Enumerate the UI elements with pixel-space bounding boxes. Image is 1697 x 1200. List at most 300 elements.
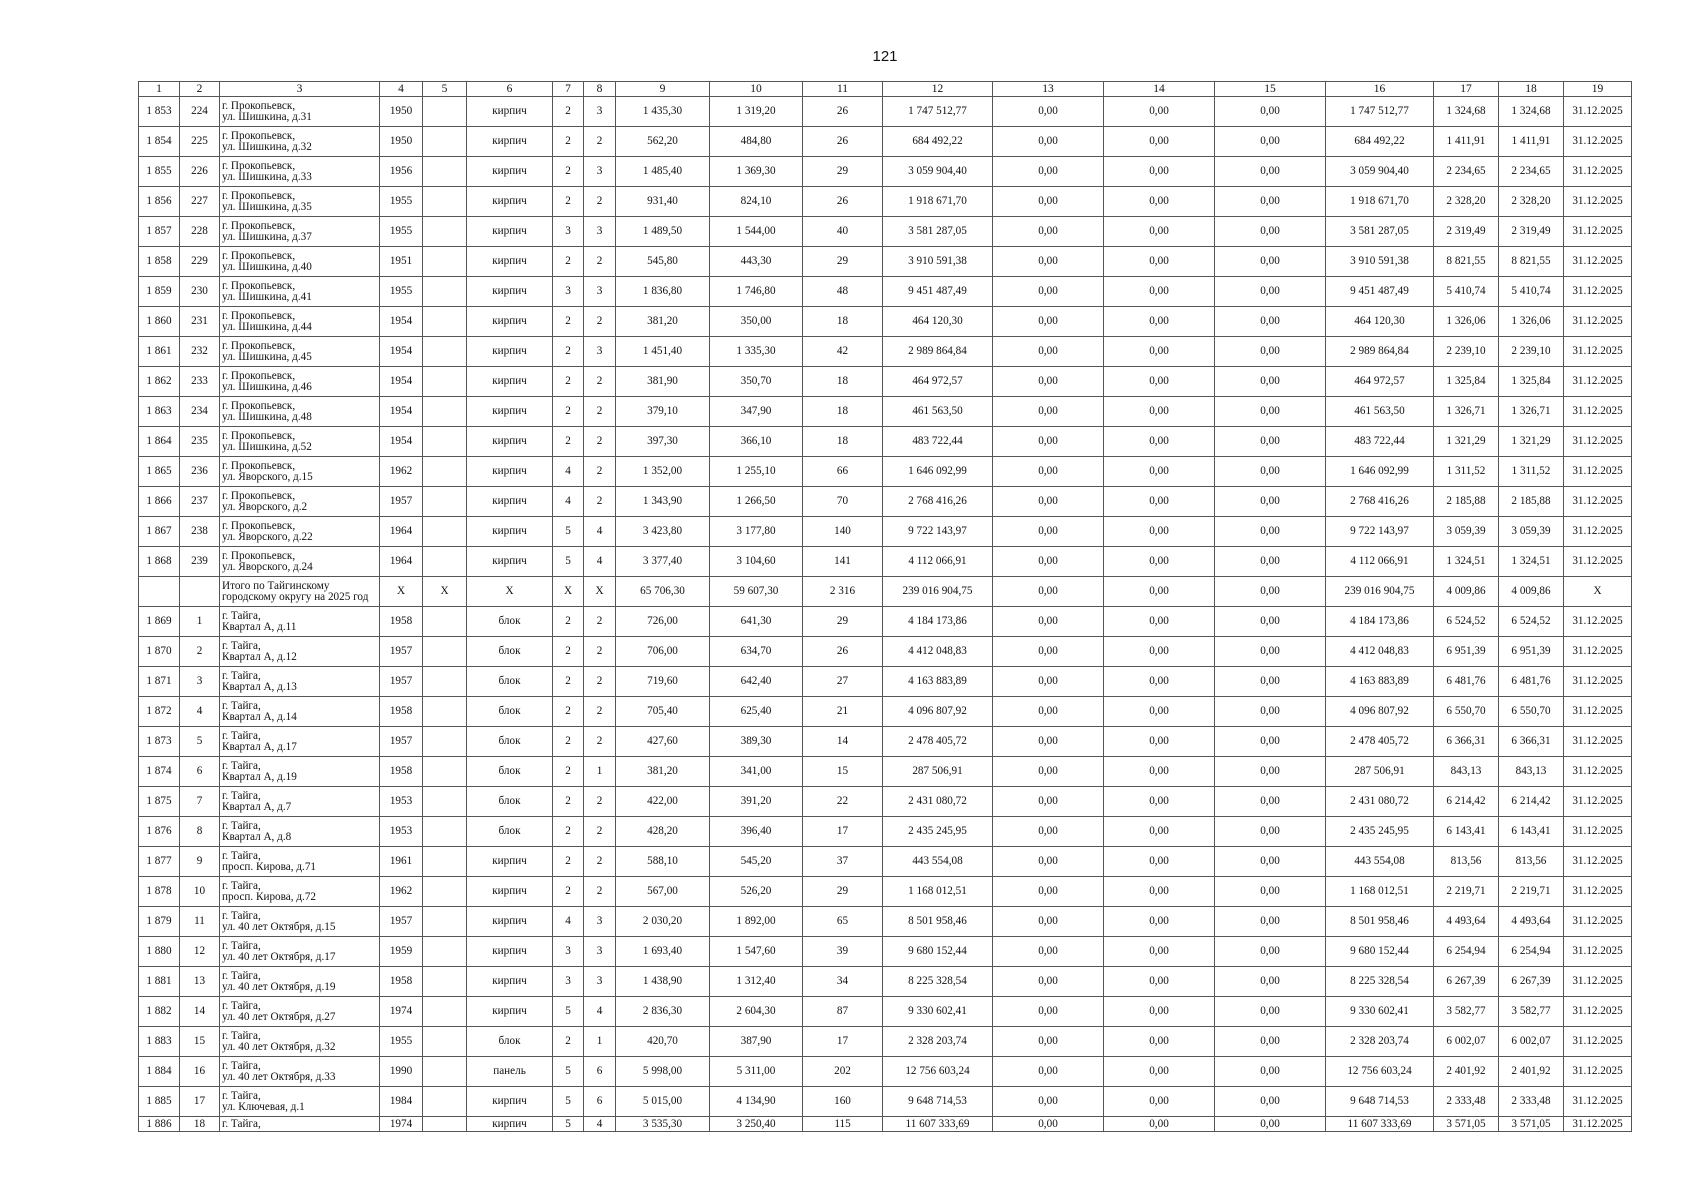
table-cell: 588,10 bbox=[616, 847, 710, 877]
table-cell: 1 324,51 bbox=[1499, 547, 1564, 577]
address-line: ул. Шишкина, д.35 bbox=[222, 200, 312, 213]
table-cell: 3 581 287,05 bbox=[883, 217, 993, 247]
address-cell bbox=[220, 277, 380, 307]
table-cell: 1 321,29 bbox=[1499, 427, 1564, 457]
table-cell: 4 134,90 bbox=[710, 1087, 803, 1117]
table-cell: 2 768 416,26 bbox=[883, 487, 993, 517]
table-cell: 239 bbox=[180, 547, 220, 577]
table-cell: 719,60 bbox=[616, 667, 710, 697]
table-cell: 31.12.2025 bbox=[1564, 1027, 1632, 1057]
table-cell: 0,00 bbox=[1215, 607, 1326, 637]
table-cell: 3 bbox=[584, 337, 616, 367]
table-cell: 4 bbox=[584, 997, 616, 1027]
table-row bbox=[139, 1117, 1632, 1132]
table-cell: 31.12.2025 bbox=[1564, 1057, 1632, 1087]
address-cell bbox=[220, 397, 380, 427]
table-cell: 1 878 bbox=[139, 877, 180, 907]
table-cell: 3 250,40 bbox=[710, 1117, 803, 1132]
table-cell: 1 746,80 bbox=[710, 277, 803, 307]
table-cell: 1 646 092,99 bbox=[883, 457, 993, 487]
table-cell: 1 875 bbox=[139, 787, 180, 817]
table-cell: 4 184 173,86 bbox=[1326, 607, 1434, 637]
table-cell: 0,00 bbox=[1215, 187, 1326, 217]
address-line: г. Тайга, bbox=[222, 1059, 261, 1072]
address-line: г. Тайга, bbox=[222, 909, 261, 922]
table-cell: 1 858 bbox=[139, 247, 180, 277]
table-cell: 2 bbox=[553, 397, 584, 427]
table-cell: 389,30 bbox=[710, 727, 803, 757]
table-cell: 31.12.2025 bbox=[1564, 457, 1632, 487]
table-cell: 9 451 487,49 bbox=[883, 277, 993, 307]
table-cell: 0,00 bbox=[1215, 577, 1326, 607]
table-cell: 1 312,40 bbox=[710, 967, 803, 997]
table-cell: 0,00 bbox=[993, 787, 1104, 817]
address-line: г. Тайга, bbox=[222, 729, 261, 742]
table-cell: 545,20 bbox=[710, 847, 803, 877]
table-cell: 1 bbox=[584, 1027, 616, 1057]
table-cell: 231 bbox=[180, 307, 220, 337]
column-number-header: 4 bbox=[380, 82, 423, 97]
table-cell: 0,00 bbox=[1215, 367, 1326, 397]
table-cell: 2 bbox=[553, 877, 584, 907]
table-cell: кирпич bbox=[467, 97, 553, 127]
table-cell: 5 bbox=[553, 997, 584, 1027]
table-cell: 2 bbox=[584, 727, 616, 757]
table-cell: 1 321,29 bbox=[1434, 427, 1499, 457]
table-cell: 341,00 bbox=[710, 757, 803, 787]
address-line: ул. 40 лет Октября, д.17 bbox=[222, 950, 336, 963]
table-cell: 0,00 bbox=[1104, 157, 1215, 187]
table-cell: 15 bbox=[180, 1027, 220, 1057]
table-cell: 2 bbox=[584, 247, 616, 277]
table-cell: кирпич bbox=[467, 187, 553, 217]
table-cell: 0,00 bbox=[1215, 667, 1326, 697]
column-number-header: 19 bbox=[1564, 82, 1632, 97]
table-cell: 1 335,30 bbox=[710, 337, 803, 367]
table-cell: 0,00 bbox=[1215, 247, 1326, 277]
table-cell bbox=[423, 97, 467, 127]
table-cell: 31.12.2025 bbox=[1564, 667, 1632, 697]
table-cell: 813,56 bbox=[1499, 847, 1564, 877]
table-cell: 2 bbox=[553, 757, 584, 787]
table-cell: 31.12.2025 bbox=[1564, 997, 1632, 1027]
table-cell: 6 143,41 bbox=[1434, 817, 1499, 847]
table-cell: 6 550,70 bbox=[1499, 697, 1564, 727]
table-cell: 464 972,57 bbox=[1326, 367, 1434, 397]
table-cell bbox=[423, 667, 467, 697]
address-line: г. Тайга, bbox=[222, 879, 261, 892]
table-cell: 6 bbox=[584, 1057, 616, 1087]
address-line: г. Прокопьевск, bbox=[222, 189, 296, 202]
table-cell: 1 324,51 bbox=[1434, 547, 1499, 577]
table-cell: 1957 bbox=[380, 727, 423, 757]
table-cell: 545,80 bbox=[616, 247, 710, 277]
address-cell bbox=[220, 637, 380, 667]
table-cell: 2 bbox=[584, 127, 616, 157]
table-cell: 2 328,20 bbox=[1434, 187, 1499, 217]
table-cell: 1984 bbox=[380, 1087, 423, 1117]
address-line: г. Прокопьевск, bbox=[222, 519, 296, 532]
table-cell: 1 892,00 bbox=[710, 907, 803, 937]
table-cell: 4 412 048,83 bbox=[883, 637, 993, 667]
table-cell: 2 185,88 bbox=[1434, 487, 1499, 517]
table-cell: 31.12.2025 bbox=[1564, 637, 1632, 667]
table-cell: 1 435,30 bbox=[616, 97, 710, 127]
table-cell: 1 884 bbox=[139, 1057, 180, 1087]
table-cell: 237 bbox=[180, 487, 220, 517]
table-cell: 2 bbox=[584, 817, 616, 847]
table-cell bbox=[423, 787, 467, 817]
address-line: г. Прокопьевск, bbox=[222, 99, 296, 112]
table-cell: 4 bbox=[553, 907, 584, 937]
table-cell: кирпич bbox=[467, 517, 553, 547]
table-cell: X bbox=[1564, 577, 1632, 607]
table-cell: 1961 bbox=[380, 847, 423, 877]
table-cell: 381,20 bbox=[616, 307, 710, 337]
address-cell bbox=[220, 907, 380, 937]
table-cell: 4 163 883,89 bbox=[1326, 667, 1434, 697]
table-cell: 22 bbox=[803, 787, 883, 817]
table-cell: 0,00 bbox=[1215, 487, 1326, 517]
table-cell: 8 225 328,54 bbox=[883, 967, 993, 997]
table-cell: 0,00 bbox=[1104, 1057, 1215, 1087]
table-cell: 0,00 bbox=[993, 1027, 1104, 1057]
table-cell bbox=[423, 727, 467, 757]
table-cell: 824,10 bbox=[710, 187, 803, 217]
table-cell: 1 451,40 bbox=[616, 337, 710, 367]
table-cell: 31.12.2025 bbox=[1564, 97, 1632, 127]
table-cell: 2 328 203,74 bbox=[1326, 1027, 1434, 1057]
table-cell: 4 bbox=[584, 517, 616, 547]
address-cell bbox=[220, 667, 380, 697]
address-cell bbox=[220, 367, 380, 397]
table-cell: 31.12.2025 bbox=[1564, 157, 1632, 187]
table-cell: 1 854 bbox=[139, 127, 180, 157]
table-cell: 3 059 904,40 bbox=[883, 157, 993, 187]
table-row bbox=[139, 517, 1632, 547]
table-cell: 1954 bbox=[380, 307, 423, 337]
table-cell: 2 239,10 bbox=[1499, 337, 1564, 367]
table-cell: кирпич bbox=[467, 127, 553, 157]
table-cell: 6 366,31 bbox=[1499, 727, 1564, 757]
table-cell: 31.12.2025 bbox=[1564, 757, 1632, 787]
table-cell: 1958 bbox=[380, 607, 423, 637]
table-row bbox=[139, 247, 1632, 277]
table-cell: кирпич bbox=[467, 997, 553, 1027]
address-cell bbox=[220, 157, 380, 187]
table-cell: 160 bbox=[803, 1087, 883, 1117]
table-cell: 443,30 bbox=[710, 247, 803, 277]
address-line: г. Прокопьевск, bbox=[222, 219, 296, 232]
table-cell: 232 bbox=[180, 337, 220, 367]
table-cell: 1964 bbox=[380, 547, 423, 577]
table-cell: 2 478 405,72 bbox=[883, 727, 993, 757]
table-cell: 11 bbox=[180, 907, 220, 937]
table-cell: 6 254,94 bbox=[1499, 937, 1564, 967]
table-cell: 1957 bbox=[380, 667, 423, 697]
table-cell bbox=[423, 217, 467, 247]
table-cell: 1 857 bbox=[139, 217, 180, 247]
table-cell: 5 bbox=[553, 1057, 584, 1087]
table-cell: кирпич bbox=[467, 1117, 553, 1132]
table-cell: 31.12.2025 bbox=[1564, 547, 1632, 577]
address-line: Квартал А, д.17 bbox=[222, 740, 297, 753]
address-line: ул. Шишкина, д.33 bbox=[222, 170, 312, 183]
table-cell: 29 bbox=[803, 157, 883, 187]
table-cell: 422,00 bbox=[616, 787, 710, 817]
address-line: г. Прокопьевск, bbox=[222, 339, 296, 352]
table-cell: 39 bbox=[803, 937, 883, 967]
table-cell: 65 bbox=[803, 907, 883, 937]
table-cell: 3 104,60 bbox=[710, 547, 803, 577]
table-cell: 6 002,07 bbox=[1434, 1027, 1499, 1057]
table-cell: 1955 bbox=[380, 217, 423, 247]
table-cell: 18 bbox=[803, 367, 883, 397]
table-cell: 0,00 bbox=[993, 157, 1104, 187]
table-cell: 4 bbox=[553, 457, 584, 487]
table-cell bbox=[423, 1027, 467, 1057]
address-cell bbox=[220, 1057, 380, 1087]
address-line: г. Прокопьевск, bbox=[222, 489, 296, 502]
table-cell: 4 bbox=[553, 487, 584, 517]
table-cell: 1 255,10 bbox=[710, 457, 803, 487]
table-cell: X bbox=[553, 577, 584, 607]
table-cell: 1 882 bbox=[139, 997, 180, 1027]
table-cell: 3 bbox=[584, 217, 616, 247]
table-cell: 0,00 bbox=[1104, 607, 1215, 637]
table-cell: 1958 bbox=[380, 697, 423, 727]
address-cell bbox=[220, 1027, 380, 1057]
table-cell: 1950 bbox=[380, 97, 423, 127]
table-cell: 2 333,48 bbox=[1434, 1087, 1499, 1117]
table-cell: 2 bbox=[553, 727, 584, 757]
table-cell: 1 880 bbox=[139, 937, 180, 967]
table-cell: 0,00 bbox=[1215, 337, 1326, 367]
table-cell: 26 bbox=[803, 127, 883, 157]
table-cell: 1 646 092,99 bbox=[1326, 457, 1434, 487]
table-cell: 0,00 bbox=[1215, 967, 1326, 997]
table-cell: 461 563,50 bbox=[883, 397, 993, 427]
table-cell: 483 722,44 bbox=[883, 427, 993, 457]
table-cell: 0,00 bbox=[1104, 667, 1215, 697]
column-number-header: 10 bbox=[710, 82, 803, 97]
address-line: ул. Шишкина, д.32 bbox=[222, 140, 312, 153]
table-cell bbox=[423, 397, 467, 427]
table-cell: 0,00 bbox=[1104, 697, 1215, 727]
address-cell bbox=[220, 97, 380, 127]
table-cell: 70 bbox=[803, 487, 883, 517]
column-number-header: 2 bbox=[180, 82, 220, 97]
table-cell: 1 863 bbox=[139, 397, 180, 427]
table-cell: 17 bbox=[180, 1087, 220, 1117]
table-cell: 2 989 864,84 bbox=[883, 337, 993, 367]
address-line: ул. Ключевая, д.1 bbox=[222, 1100, 305, 1113]
table-cell: 2 bbox=[553, 307, 584, 337]
table-row bbox=[139, 127, 1632, 157]
table-cell: 3 bbox=[553, 277, 584, 307]
table-cell: 843,13 bbox=[1499, 757, 1564, 787]
address-line: г. Прокопьевск, bbox=[222, 309, 296, 322]
table-cell: 31.12.2025 bbox=[1564, 307, 1632, 337]
table-cell: 1 547,60 bbox=[710, 937, 803, 967]
table-cell: 0,00 bbox=[993, 427, 1104, 457]
table-row bbox=[139, 1027, 1632, 1057]
table-cell: 65 706,30 bbox=[616, 577, 710, 607]
table-cell: кирпич bbox=[467, 247, 553, 277]
table-cell: 1955 bbox=[380, 277, 423, 307]
table-cell: 843,13 bbox=[1434, 757, 1499, 787]
table-cell bbox=[423, 547, 467, 577]
table-cell: 87 bbox=[803, 997, 883, 1027]
table-cell: 21 bbox=[803, 697, 883, 727]
table-cell: кирпич bbox=[467, 217, 553, 247]
address-line: ул. Яворского, д.2 bbox=[222, 500, 308, 513]
column-number-header: 7 bbox=[553, 82, 584, 97]
address-line: ул. Шишкина, д.48 bbox=[222, 410, 312, 423]
table-cell: 931,40 bbox=[616, 187, 710, 217]
table-cell: 2 219,71 bbox=[1499, 877, 1564, 907]
table-cell: 2 435 245,95 bbox=[1326, 817, 1434, 847]
address-line: ул. Яворского, д.22 bbox=[222, 530, 313, 543]
table-cell: 31.12.2025 bbox=[1564, 1117, 1632, 1132]
address-line: г. Тайга, bbox=[222, 669, 261, 682]
table-cell: 2 319,49 bbox=[1434, 217, 1499, 247]
table-cell: 1 877 bbox=[139, 847, 180, 877]
table-cell: 1 873 bbox=[139, 727, 180, 757]
table-cell: 2 316 bbox=[803, 577, 883, 607]
address-cell bbox=[220, 727, 380, 757]
address-cell bbox=[220, 1087, 380, 1117]
table-cell bbox=[423, 877, 467, 907]
table-cell: 2 bbox=[584, 847, 616, 877]
table-cell: 8 bbox=[180, 817, 220, 847]
table-cell: 2 bbox=[553, 337, 584, 367]
table-cell: 0,00 bbox=[1215, 1087, 1326, 1117]
table-row bbox=[139, 967, 1632, 997]
table-cell: 31.12.2025 bbox=[1564, 277, 1632, 307]
address-line: г. Тайга, bbox=[222, 759, 261, 772]
table-cell: 0,00 bbox=[1215, 757, 1326, 787]
address-line: просп. Кирова, д.72 bbox=[222, 890, 317, 903]
table-cell: 1 326,71 bbox=[1499, 397, 1564, 427]
column-number-header: 6 bbox=[467, 82, 553, 97]
address-line: ул. 40 лет Октября, д.27 bbox=[222, 1010, 336, 1023]
table-cell: 6 951,39 bbox=[1499, 637, 1564, 667]
table-cell: 5 311,00 bbox=[710, 1057, 803, 1087]
address-line: Квартал А, д.8 bbox=[222, 830, 292, 843]
table-cell: 31.12.2025 bbox=[1564, 877, 1632, 907]
table-row bbox=[139, 367, 1632, 397]
table-cell: 3 bbox=[553, 217, 584, 247]
table-cell bbox=[423, 637, 467, 667]
table-cell: 12 756 603,24 bbox=[883, 1057, 993, 1087]
table-cell: 1 860 bbox=[139, 307, 180, 337]
table-cell: 2 bbox=[584, 367, 616, 397]
table-cell: блок bbox=[467, 757, 553, 787]
table-cell: 3 bbox=[584, 907, 616, 937]
table-cell: 8 225 328,54 bbox=[1326, 967, 1434, 997]
table-row bbox=[139, 637, 1632, 667]
table-cell: 0,00 bbox=[1104, 517, 1215, 547]
table-cell: 0,00 bbox=[1104, 1117, 1215, 1132]
table-cell: 238 bbox=[180, 517, 220, 547]
table-cell: 2 bbox=[553, 127, 584, 157]
table-cell: 381,20 bbox=[616, 757, 710, 787]
table-cell: 2 bbox=[553, 157, 584, 187]
address-line: г. Тайга, bbox=[222, 999, 261, 1012]
table-cell: 9 648 714,53 bbox=[883, 1087, 993, 1117]
table-cell: 1 352,00 bbox=[616, 457, 710, 487]
address-cell bbox=[220, 817, 380, 847]
table-cell: 40 bbox=[803, 217, 883, 247]
table-cell: 634,70 bbox=[710, 637, 803, 667]
table-cell: 235 bbox=[180, 427, 220, 457]
table-cell: 3 bbox=[584, 937, 616, 967]
table-cell: 3 581 287,05 bbox=[1326, 217, 1434, 247]
table-cell: 15 bbox=[803, 757, 883, 787]
table-cell: 0,00 bbox=[1215, 997, 1326, 1027]
table-cell: 0,00 bbox=[1104, 787, 1215, 817]
table-row bbox=[139, 787, 1632, 817]
table-cell: 1954 bbox=[380, 337, 423, 367]
address-cell bbox=[220, 967, 380, 997]
table-cell: 397,30 bbox=[616, 427, 710, 457]
table-cell: 5 015,00 bbox=[616, 1087, 710, 1117]
table-cell: 1957 bbox=[380, 907, 423, 937]
address-line: г. Тайга, bbox=[222, 1029, 261, 1042]
table-cell: 0,00 bbox=[1215, 457, 1326, 487]
column-number-header-row bbox=[139, 82, 1632, 97]
table-cell: 2 bbox=[584, 457, 616, 487]
table-cell: 6 254,94 bbox=[1434, 937, 1499, 967]
address-cell bbox=[220, 307, 380, 337]
table-cell: 226 bbox=[180, 157, 220, 187]
table-cell: 4 163 883,89 bbox=[883, 667, 993, 697]
table-cell: 4 bbox=[584, 547, 616, 577]
subtotal-row bbox=[139, 577, 1632, 607]
table-cell: 2 bbox=[553, 1027, 584, 1057]
table-cell: 0,00 bbox=[1104, 127, 1215, 157]
table-row bbox=[139, 697, 1632, 727]
column-number-header: 3 bbox=[220, 82, 380, 97]
table-cell: 1 869 bbox=[139, 607, 180, 637]
table-cell: 31.12.2025 bbox=[1564, 607, 1632, 637]
column-number-header: 11 bbox=[803, 82, 883, 97]
table-cell: 9 330 602,41 bbox=[883, 997, 993, 1027]
table-cell: 5 bbox=[553, 1087, 584, 1117]
table-cell: 1 266,50 bbox=[710, 487, 803, 517]
table-cell: 0,00 bbox=[1104, 1087, 1215, 1117]
column-number-header: 8 bbox=[584, 82, 616, 97]
table-cell: 0,00 bbox=[993, 1057, 1104, 1087]
table-row bbox=[139, 907, 1632, 937]
address-cell bbox=[220, 517, 380, 547]
table-cell: 17 bbox=[803, 1027, 883, 1057]
address-line: ул. Шишкина, д.37 bbox=[222, 230, 312, 243]
table-cell: 5 bbox=[553, 517, 584, 547]
table-cell: 9 680 152,44 bbox=[1326, 937, 1434, 967]
column-number-header: 9 bbox=[616, 82, 710, 97]
address-line: г. Прокопьевск, bbox=[222, 399, 296, 412]
table-cell bbox=[423, 1117, 467, 1132]
table-cell: 8 821,55 bbox=[1434, 247, 1499, 277]
table-cell: 6 bbox=[584, 1087, 616, 1117]
table-cell: 4 112 066,91 bbox=[883, 547, 993, 577]
table-cell: 2 bbox=[584, 637, 616, 667]
table-cell: 464 120,30 bbox=[883, 307, 993, 337]
table-row bbox=[139, 217, 1632, 247]
table-cell: 3 059 904,40 bbox=[1326, 157, 1434, 187]
